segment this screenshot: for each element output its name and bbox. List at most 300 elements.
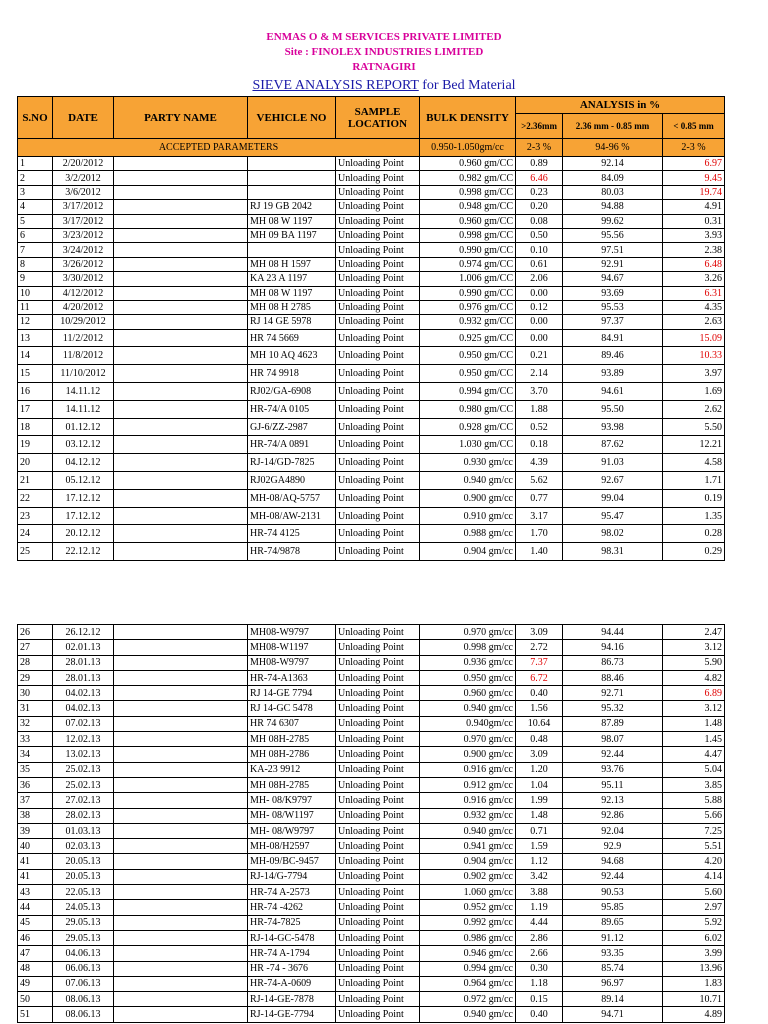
cell-density: 0.964 gm/cc [420, 976, 516, 991]
cell-density: 0.912 gm/cc [420, 777, 516, 792]
cell-lt085: 1.71 [663, 472, 725, 490]
cell-location: Unloading Point [336, 286, 420, 300]
cell-vehicle: HR-74/A 0891 [248, 436, 336, 454]
cell-density: 0.900 gm/cc [420, 489, 516, 507]
cell-mid: 92.71 [563, 686, 663, 701]
cell-sno: 41 [18, 869, 53, 884]
cell-vehicle: HR-74-A-0609 [248, 976, 336, 991]
table-row [18, 992, 725, 1007]
cell-lt085: 9.45 [663, 171, 725, 185]
table-row [18, 762, 725, 777]
cell-date: 17.12.12 [53, 489, 114, 507]
cell-density: 0.980 gm/CC [420, 400, 516, 418]
report-title-rest: for Bed Material [418, 78, 516, 93]
cell-vehicle: HR -74 - 3676 [248, 961, 336, 976]
cell-vehicle: MH08-W1197 [248, 640, 336, 655]
cell-gt236: 0.10 [516, 243, 563, 257]
report-title [0, 77, 768, 95]
accepted-density: 0.950-1.050gm/cc [420, 139, 516, 157]
accepted-c2: 94-96 % [563, 139, 663, 157]
table-row [18, 543, 725, 561]
cell-vehicle: HR-74 4125 [248, 525, 336, 543]
cell-party [114, 347, 248, 365]
cell-density: 0.932 gm/CC [420, 315, 516, 329]
cell-sno: 30 [18, 686, 53, 701]
cell-mid: 84.91 [563, 329, 663, 347]
cell-density: 0.990 gm/CC [420, 286, 516, 300]
site-name: Site : FINOLEX INDUSTRIES LIMITED [284, 46, 484, 58]
cell-gt236: 2.66 [516, 946, 563, 961]
cell-party [114, 200, 248, 214]
cell-date: 14.11.12 [53, 400, 114, 418]
cell-lt085: 6.02 [663, 930, 725, 945]
cell-location: Unloading Point [336, 1007, 420, 1022]
cell-gt236: 0.61 [516, 257, 563, 271]
cell-location: Unloading Point [336, 885, 420, 900]
cell-gt236: 4.39 [516, 454, 563, 472]
col-vehicle: VEHICLE NO [248, 97, 336, 139]
cell-lt085: 12.21 [663, 436, 725, 454]
cell-date: 11/10/2012 [53, 365, 114, 383]
cell-lt085: 4.82 [663, 670, 725, 685]
cell-location: Unloading Point [336, 489, 420, 507]
cell-location: Unloading Point [336, 272, 420, 286]
cell-date: 28.01.13 [53, 670, 114, 685]
cell-location: Unloading Point [336, 854, 420, 869]
table-row [18, 930, 725, 945]
table-row [18, 525, 725, 543]
cell-mid: 92.44 [563, 747, 663, 762]
cell-sno: 49 [18, 976, 53, 991]
table-row [18, 228, 725, 242]
cell-party [114, 472, 248, 490]
cell-sno: 46 [18, 930, 53, 945]
cell-lt085: 5.60 [663, 885, 725, 900]
cell-location: Unloading Point [336, 992, 420, 1007]
cell-sno: 38 [18, 808, 53, 823]
cell-gt236: 1.48 [516, 808, 563, 823]
cell-vehicle: MH-09/BC-9457 [248, 854, 336, 869]
cell-vehicle: MH 10 AQ 4623 [248, 347, 336, 365]
table-row [18, 185, 725, 199]
table-row [18, 670, 725, 685]
cell-sno: 45 [18, 915, 53, 930]
cell-sno: 51 [18, 1007, 53, 1022]
cell-sno: 13 [18, 329, 53, 347]
cell-location: Unloading Point [336, 472, 420, 490]
cell-lt085: 3.85 [663, 777, 725, 792]
cell-location: Unloading Point [336, 329, 420, 347]
accepted-c1: 2-3 % [516, 139, 563, 157]
cell-gt236: 0.08 [516, 214, 563, 228]
cell-location: Unloading Point [336, 543, 420, 561]
cell-lt085: 6.48 [663, 257, 725, 271]
cell-location: Unloading Point [336, 777, 420, 792]
cell-sno: 35 [18, 762, 53, 777]
cell-party [114, 686, 248, 701]
cell-date: 3/23/2012 [53, 228, 114, 242]
cell-density: 0.940 gm/cc [420, 472, 516, 490]
cell-location: Unloading Point [336, 347, 420, 365]
cell-date: 28.02.13 [53, 808, 114, 823]
cell-date: 3/30/2012 [53, 272, 114, 286]
table-row [18, 507, 725, 525]
table-row [18, 272, 725, 286]
cell-density: 0.994 gm/CC [420, 383, 516, 401]
table-row [18, 243, 725, 257]
cell-location: Unloading Point [336, 701, 420, 716]
cell-sno: 14 [18, 347, 53, 365]
col-lt085: < 0.85 mm [663, 114, 725, 139]
cell-date: 06.06.13 [53, 961, 114, 976]
cell-lt085: 3.12 [663, 640, 725, 655]
cell-date: 04.12.12 [53, 454, 114, 472]
cell-date: 05.12.12 [53, 472, 114, 490]
cell-lt085: 0.19 [663, 489, 725, 507]
cell-vehicle: HR-74/A 0105 [248, 400, 336, 418]
cell-vehicle: MH08-W9797 [248, 625, 336, 640]
cell-sno: 24 [18, 525, 53, 543]
cell-mid: 98.02 [563, 525, 663, 543]
cell-gt236: 0.00 [516, 329, 563, 347]
cell-gt236: 0.52 [516, 418, 563, 436]
table-row [18, 686, 725, 701]
table-row [18, 625, 725, 640]
cell-gt236: 0.48 [516, 732, 563, 747]
cell-mid: 92.04 [563, 823, 663, 838]
cell-density: 0.990 gm/CC [420, 243, 516, 257]
cell-location: Unloading Point [336, 747, 420, 762]
cell-mid: 94.88 [563, 200, 663, 214]
table-row [18, 489, 725, 507]
cell-gt236: 0.40 [516, 1007, 563, 1022]
table-row [18, 640, 725, 655]
cell-vehicle: RJ-14-GE-7878 [248, 992, 336, 1007]
cell-mid: 91.03 [563, 454, 663, 472]
table-row [18, 347, 725, 365]
cell-density: 0.941 gm/cc [420, 839, 516, 854]
cell-vehicle: MH 08H-2785 [248, 777, 336, 792]
cell-lt085: 1.35 [663, 507, 725, 525]
cell-mid: 89.46 [563, 347, 663, 365]
cell-lt085: 4.47 [663, 747, 725, 762]
cell-location: Unloading Point [336, 315, 420, 329]
cell-date: 28.01.13 [53, 655, 114, 670]
cell-location: Unloading Point [336, 793, 420, 808]
cell-mid: 95.11 [563, 777, 663, 792]
cell-vehicle: MH-08/H2597 [248, 839, 336, 854]
cell-gt236: 0.00 [516, 315, 563, 329]
cell-mid: 92.91 [563, 257, 663, 271]
cell-sno: 15 [18, 365, 53, 383]
table-row [18, 854, 725, 869]
cell-location: Unloading Point [336, 365, 420, 383]
cell-date: 20.05.13 [53, 854, 114, 869]
table-row [18, 976, 725, 991]
cell-date: 14.11.12 [53, 383, 114, 401]
cell-sno: 2 [18, 171, 53, 185]
cell-density: 0.960 gm/CC [420, 214, 516, 228]
cell-density: 0.902 gm/cc [420, 869, 516, 884]
cell-party [114, 946, 248, 961]
cell-lt085: 5.92 [663, 915, 725, 930]
cell-party [114, 525, 248, 543]
city-name: RATNAGIRI [352, 61, 416, 73]
col-party: PARTY NAME [114, 97, 248, 139]
cell-location: Unloading Point [336, 839, 420, 854]
cell-mid: 95.53 [563, 300, 663, 314]
cell-vehicle: HR 74 6307 [248, 716, 336, 731]
cell-date: 07.02.13 [53, 716, 114, 731]
table-row [18, 716, 725, 731]
cell-gt236: 0.77 [516, 489, 563, 507]
cell-vehicle: MH- 08/W9797 [248, 823, 336, 838]
cell-sno: 20 [18, 454, 53, 472]
cell-mid: 92.67 [563, 472, 663, 490]
cell-location: Unloading Point [336, 808, 420, 823]
cell-party [114, 300, 248, 314]
cell-party [114, 762, 248, 777]
table-row [18, 257, 725, 271]
cell-vehicle: MH-08/AQ-5757 [248, 489, 336, 507]
cell-sno: 25 [18, 543, 53, 561]
cell-density: 0.950 gm/cc [420, 670, 516, 685]
cell-sno: 3 [18, 185, 53, 199]
cell-density: 0.998 gm/CC [420, 185, 516, 199]
cell-date: 02.03.13 [53, 839, 114, 854]
cell-density: 0.970 gm/cc [420, 732, 516, 747]
cell-density: 0.930 gm/cc [420, 454, 516, 472]
cell-sno: 11 [18, 300, 53, 314]
cell-gt236: 4.44 [516, 915, 563, 930]
cell-party [114, 640, 248, 655]
cell-mid: 93.69 [563, 286, 663, 300]
table-row [18, 365, 725, 383]
col-gt236: >2.36mm [516, 114, 563, 139]
cell-location: Unloading Point [336, 946, 420, 961]
cell-date: 20.05.13 [53, 869, 114, 884]
cell-party [114, 823, 248, 838]
accepted-c3: 2-3 % [663, 139, 725, 157]
table-row [18, 900, 725, 915]
cell-date: 2/20/2012 [53, 157, 114, 171]
table-row [18, 1007, 725, 1022]
cell-density: 0.950 gm/CC [420, 347, 516, 365]
cell-gt236: 3.42 [516, 869, 563, 884]
cell-density: 0.940 gm/cc [420, 823, 516, 838]
cell-vehicle [248, 185, 336, 199]
cell-vehicle: HR-74/9878 [248, 543, 336, 561]
cell-location: Unloading Point [336, 300, 420, 314]
cell-date: 22.12.12 [53, 543, 114, 561]
cell-gt236: 6.46 [516, 171, 563, 185]
cell-gt236: 1.12 [516, 854, 563, 869]
cell-location: Unloading Point [336, 257, 420, 271]
cell-location: Unloading Point [336, 732, 420, 747]
cell-party [114, 625, 248, 640]
cell-date: 3/17/2012 [53, 200, 114, 214]
cell-gt236: 1.59 [516, 839, 563, 854]
cell-mid: 94.44 [563, 625, 663, 640]
cell-party [114, 365, 248, 383]
cell-mid: 92.9 [563, 839, 663, 854]
cell-party [114, 930, 248, 945]
cell-date: 3/2/2012 [53, 171, 114, 185]
cell-mid: 93.35 [563, 946, 663, 961]
cell-vehicle: RJ 19 GB 2042 [248, 200, 336, 214]
cell-vehicle: HR-74-A1363 [248, 670, 336, 685]
cell-vehicle: MH 08H-2785 [248, 732, 336, 747]
cell-party [114, 272, 248, 286]
cell-lt085: 4.91 [663, 200, 725, 214]
cell-date: 13.02.13 [53, 747, 114, 762]
cell-density: 0.900 gm/cc [420, 747, 516, 762]
cell-gt236: 0.00 [516, 286, 563, 300]
cell-vehicle: MH 08H-2786 [248, 747, 336, 762]
cell-party [114, 976, 248, 991]
cell-date: 04.02.13 [53, 686, 114, 701]
cell-gt236: 2.14 [516, 365, 563, 383]
cell-density: 0.976 gm/CC [420, 300, 516, 314]
cell-mid: 93.98 [563, 418, 663, 436]
table-row [18, 701, 725, 716]
accepted-parameters-row [18, 139, 725, 157]
cell-party [114, 992, 248, 1007]
cell-vehicle: RJ 14-GE 7794 [248, 686, 336, 701]
cell-date: 22.05.13 [53, 885, 114, 900]
col-236-085: 2.36 mm - 0.85 mm [563, 114, 663, 139]
cell-vehicle: RJ-14-GE-7794 [248, 1007, 336, 1022]
cell-mid: 92.86 [563, 808, 663, 823]
cell-party [114, 454, 248, 472]
cell-density: 0.998 gm/cc [420, 640, 516, 655]
cell-party [114, 436, 248, 454]
report-title-main: SIEVE ANALYSIS REPORT [252, 78, 419, 93]
cell-party [114, 839, 248, 854]
cell-party [114, 854, 248, 869]
cell-sno: 36 [18, 777, 53, 792]
cell-lt085: 19.74 [663, 185, 725, 199]
cell-sno: 1 [18, 157, 53, 171]
cell-vehicle: RJ 14-GC 5478 [248, 701, 336, 716]
table-body-bottom [18, 625, 725, 1023]
cell-date: 3/26/2012 [53, 257, 114, 271]
cell-gt236: 1.40 [516, 543, 563, 561]
col-location: SAMPLE LOCATION [336, 97, 420, 139]
cell-lt085: 1.45 [663, 732, 725, 747]
cell-date: 02.01.13 [53, 640, 114, 655]
col-analysis: ANALYSIS in % [516, 97, 725, 114]
cell-location: Unloading Point [336, 507, 420, 525]
cell-density: 0.950 gm/CC [420, 365, 516, 383]
cell-date: 01.03.13 [53, 823, 114, 838]
cell-density: 0.982 gm/CC [420, 171, 516, 185]
cell-density: 0.910 gm/cc [420, 507, 516, 525]
cell-vehicle: GJ-6/ZZ-2987 [248, 418, 336, 436]
cell-sno: 33 [18, 732, 53, 747]
cell-mid: 95.56 [563, 228, 663, 242]
cell-lt085: 4.35 [663, 300, 725, 314]
cell-sno: 8 [18, 257, 53, 271]
cell-vehicle [248, 157, 336, 171]
cell-party [114, 961, 248, 976]
cell-location: Unloading Point [336, 655, 420, 670]
cell-lt085: 3.12 [663, 701, 725, 716]
cell-date: 25.02.13 [53, 762, 114, 777]
cell-mid: 90.53 [563, 885, 663, 900]
cell-party [114, 383, 248, 401]
cell-location: Unloading Point [336, 823, 420, 838]
cell-sno: 50 [18, 992, 53, 1007]
table-row [18, 915, 725, 930]
cell-date: 11/2/2012 [53, 329, 114, 347]
cell-sno: 9 [18, 272, 53, 286]
table-row [18, 383, 725, 401]
cell-mid: 94.16 [563, 640, 663, 655]
cell-sno: 12 [18, 315, 53, 329]
table-row [18, 454, 725, 472]
cell-mid: 95.50 [563, 400, 663, 418]
cell-date: 3/24/2012 [53, 243, 114, 257]
cell-mid: 93.76 [563, 762, 663, 777]
cell-lt085: 2.63 [663, 315, 725, 329]
cell-sno: 27 [18, 640, 53, 655]
cell-mid: 87.62 [563, 436, 663, 454]
cell-vehicle: HR-74-7825 [248, 915, 336, 930]
cell-vehicle: RJ02/GA-6908 [248, 383, 336, 401]
table-row [18, 472, 725, 490]
table-row [18, 200, 725, 214]
cell-sno: 16 [18, 383, 53, 401]
table-row [18, 286, 725, 300]
cell-gt236: 0.18 [516, 436, 563, 454]
cell-density: 0.952 gm/cc [420, 900, 516, 915]
cell-party [114, 489, 248, 507]
cell-sno: 41 [18, 854, 53, 869]
cell-vehicle: KA 23 A 1197 [248, 272, 336, 286]
cell-date: 20.12.12 [53, 525, 114, 543]
cell-gt236: 0.40 [516, 686, 563, 701]
cell-mid: 85.74 [563, 961, 663, 976]
cell-gt236: 0.23 [516, 185, 563, 199]
cell-gt236: 1.20 [516, 762, 563, 777]
cell-party [114, 418, 248, 436]
cell-sno: 7 [18, 243, 53, 257]
cell-mid: 88.46 [563, 670, 663, 685]
table-body-top [18, 157, 725, 561]
cell-mid: 97.51 [563, 243, 663, 257]
table-row [18, 869, 725, 884]
cell-sno: 5 [18, 214, 53, 228]
cell-lt085: 5.04 [663, 762, 725, 777]
cell-party [114, 869, 248, 884]
cell-density: 0.972 gm/cc [420, 992, 516, 1007]
cell-vehicle: MH 09 BA 1197 [248, 228, 336, 242]
cell-lt085: 13.96 [663, 961, 725, 976]
cell-vehicle: HR-74 A-2573 [248, 885, 336, 900]
cell-sno: 22 [18, 489, 53, 507]
accepted-label: ACCEPTED PARAMETERS [18, 139, 420, 157]
col-density: BULK DENSITY [420, 97, 516, 139]
cell-gt236: 0.20 [516, 200, 563, 214]
cell-lt085: 6.31 [663, 286, 725, 300]
table-row [18, 793, 725, 808]
cell-gt236: 6.72 [516, 670, 563, 685]
cell-lt085: 4.58 [663, 454, 725, 472]
cell-date: 26.12.12 [53, 625, 114, 640]
cell-mid: 84.09 [563, 171, 663, 185]
cell-party [114, 315, 248, 329]
